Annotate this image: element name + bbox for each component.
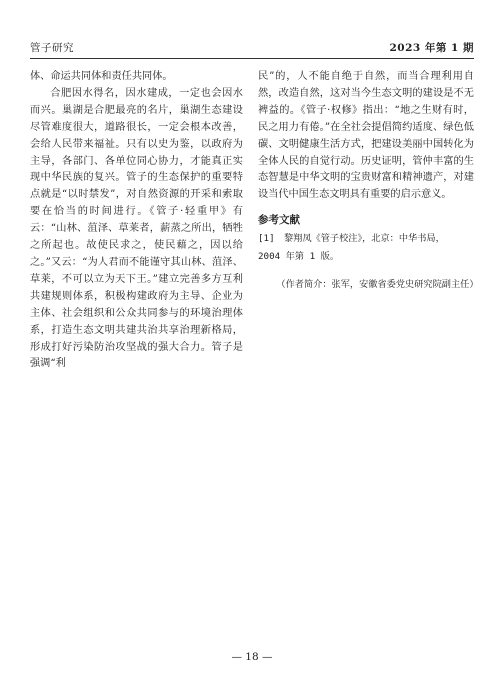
right-column (258, 69, 479, 293)
page-number: — 18 — (231, 651, 273, 663)
reference-text-line1: 黎翔凤《管子校注》，北京：中华书局， (284, 233, 445, 245)
paragraph-hefei: 合肥因水得名，因水建成，一定也会因水而兴。巢湖是合肥最亮的名片，巢湖生态建设尽管难度很大，道路很长，一定会根本改善，会给人民带来福祉。只有以史为鉴，以政府为主导，各部门、各单位同心协力，才能真正实现中华民族的复兴。管子的生态保护的重要特点就是“以时禁发”，对自然资源的开采和索取要在恰当的时间进行。《管子·轻重甲》有云：“山林、菹泽、草莱者，薪蒸之所出，牺牲之所起也。故使民求之，使民藉之，因以给之。”又云：“为人君而不能谨守其山林、菹泽、草莱，不可以立为天下王。”建立完善多方互利共建规则体系，积极构建政府为主导、企业为主体、社会组织和公众共同参与的环境治理体系，打造生态文明共建共治共享治理新格局，形成打好污染防治攻坚战的强大合力。管子是强调“利 (30, 87, 243, 370)
author-note: （作者简介：张军，安徽省委党史研究院副主任） (276, 279, 479, 291)
paragraph-continuation: 体、命运共同体和责任共同体。 (30, 71, 173, 82)
reference-text-line2: 2004 年第 1 版。 (258, 251, 340, 263)
running-header (30, 40, 474, 56)
journal-title: 管子研究 (30, 42, 74, 54)
references-heading: 参考文献 (258, 214, 300, 227)
reference-item (258, 231, 474, 247)
paragraph-conclusion: 民”的，人不能自绝于自然，而当合理利用自然，改造自然，这对当今生态文明的建设是不无裨益的。《管子·权修》指出：“地之生财有时，民之用力有倦。”在全社会提倡简约适度、绿色低碳、文明健康生活方式，把建设美丽中国转化为全体人民的自觉行动。历史证明，管仲丰富的生态智慧是中华文明的宝贵财富和精神遗产，对建设当代中国生态文明具有重要的启示意义。 (258, 71, 474, 201)
left-column (30, 69, 243, 373)
reference-number: [1] (258, 233, 275, 245)
issue-label: 2023 年第 1 期 (389, 42, 474, 54)
header-rule (30, 58, 474, 59)
